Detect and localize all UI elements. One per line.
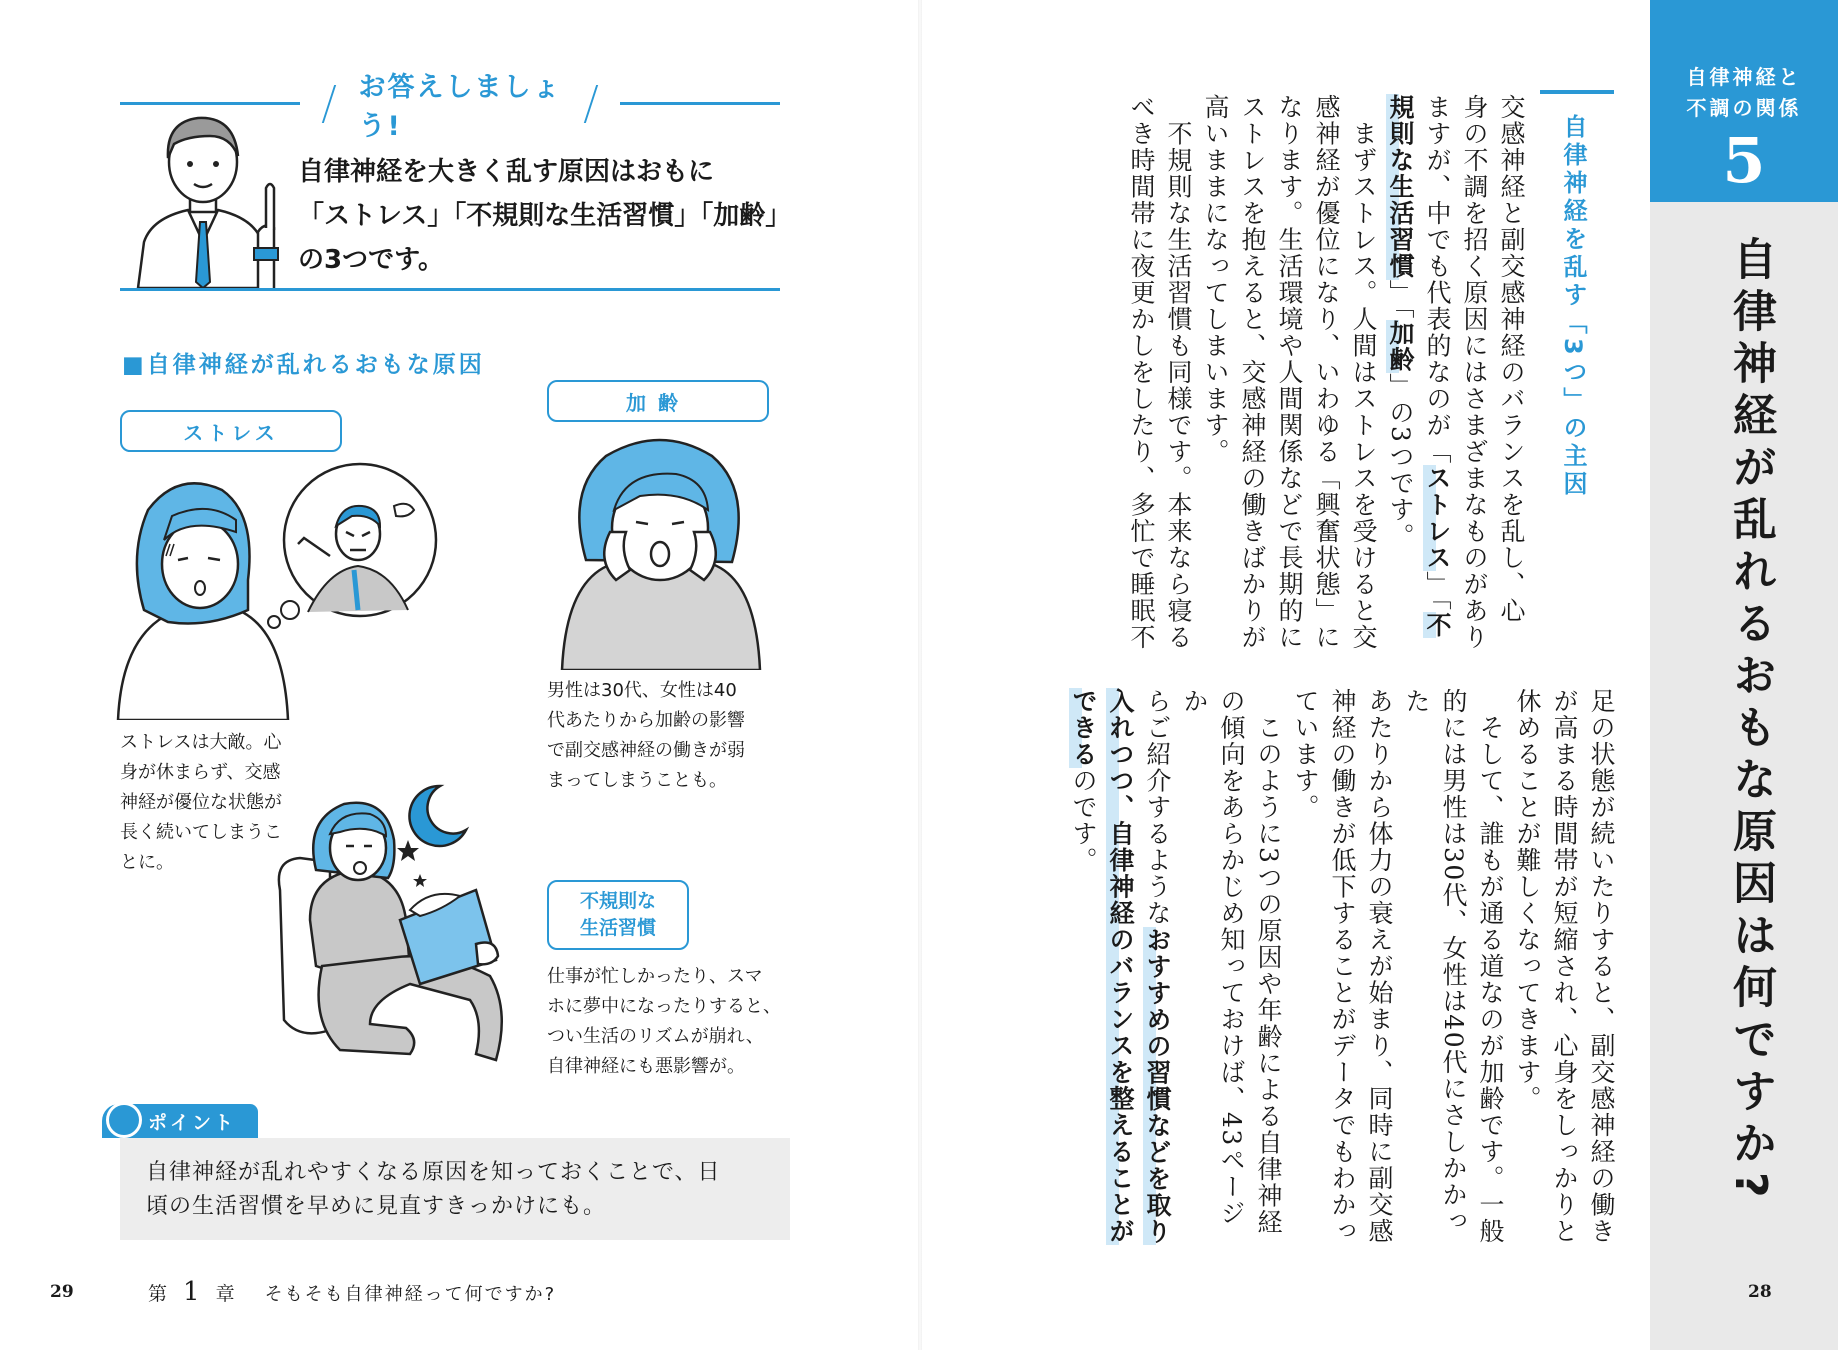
caption-line: 仕事が忙しかったり、スマ (547, 966, 763, 987)
body-segment: ています。 (1291, 688, 1320, 821)
chapter-prefix: 第 (148, 1283, 168, 1305)
body-line (1324, 688, 1361, 1248)
body-line (1345, 94, 1382, 654)
body-line (1456, 94, 1493, 654)
body-segment: 休めることが難しくなってきます。 (1513, 688, 1542, 1112)
tag-line: 生活習慣 (579, 917, 656, 939)
answer-line: の3つです。 (298, 245, 445, 275)
body-segment: らご紹介するような (1143, 688, 1172, 927)
subhead: 自律神経を乱す「3つ」の主因 (1559, 114, 1587, 499)
chapter-suffix: 章 (215, 1283, 235, 1305)
body-line (1419, 94, 1456, 654)
body-line (1472, 688, 1509, 1248)
qa-title: お答えしましょう! (358, 72, 562, 142)
point-line: 自律神経が乱れやすくなる原因を知っておくことで、日 (146, 1160, 721, 1185)
caption-line: で副交感神経の働きが弱 (547, 740, 745, 761)
caption-line: ストレスは大敵。心 (120, 732, 282, 753)
point-label: ポイント (148, 1111, 237, 1134)
body-segment: 高いままになってしまいます。 (1201, 94, 1230, 465)
stress-caption (120, 728, 310, 878)
slash-decoration (583, 85, 598, 123)
doctor-illustration (118, 92, 288, 288)
body-segment: のです。 (1069, 767, 1098, 874)
tag-line: 不規則な (579, 890, 656, 912)
caption-line: 自律神経にも悪影響が。 (547, 1056, 745, 1077)
body-segment: まずストレス。人間はストレスを受けると交 (1349, 94, 1378, 651)
body-emphasis: 不 (1423, 611, 1452, 638)
body-line (1139, 688, 1176, 1248)
body-segment: の傾向をあらかじめ知っておけば、43ページか (1180, 688, 1246, 1227)
body-line (1287, 688, 1324, 1248)
body-line (1197, 94, 1234, 654)
body-line (1250, 688, 1287, 1248)
caption-line: まってしまうことも。 (547, 770, 727, 791)
section-title: 自律神経が乱れるおもな原因は何ですか? (1725, 236, 1776, 1206)
body-segment: このように3つの原因や年齢による自律神経 (1254, 688, 1283, 1236)
body-segment: べき時間帯に夜更かしをしたり、多忙で睡眠不 (1127, 94, 1156, 651)
body-emphasis: 規則な生活習慣 (1386, 94, 1415, 280)
answer-text (298, 150, 798, 282)
aging-tag: 加齢 (547, 380, 769, 422)
body-line (1271, 94, 1308, 654)
aging-illustration (556, 430, 766, 670)
body-emphasis: 加齢 (1386, 320, 1415, 373)
body-line (1493, 94, 1530, 654)
body-line (1234, 94, 1271, 654)
right-page-number: 28 (1748, 1282, 1772, 1302)
body-line (1160, 94, 1197, 654)
body-segment: なります。生活環境や人間関係などで長期的に (1275, 94, 1304, 651)
body-line (1398, 688, 1472, 1248)
chapter-running-head (148, 1277, 556, 1307)
body-segment: 交感神経と副交感神経のバランスを乱し、心 (1497, 94, 1526, 624)
section-label (1650, 62, 1838, 124)
chapter-title: そもそも自律神経って何ですか? (264, 1284, 557, 1305)
causes-heading: ■自律神経が乱れるおもな原因 (122, 352, 485, 378)
body-segment: ますが、中でも代表的なのが「 (1423, 94, 1452, 465)
caption-line: 身が休まらず、交感 (120, 762, 281, 783)
body-segment: あたりから体力の衰えが始まり、同時に副交感 (1365, 688, 1394, 1245)
left-page-number: 29 (50, 1282, 74, 1302)
section-label-line: 自律神経と (1686, 65, 1802, 89)
body-segment: 感神経が優位になり、いわゆる「興奮状態」に (1312, 94, 1341, 651)
body-segment: 神経の働きが低下することがデータでもわかっ (1328, 688, 1357, 1245)
section-number: 5 (1722, 124, 1766, 197)
body-line (1176, 688, 1250, 1248)
irregular-lifestyle-caption (547, 962, 807, 1082)
body-segment: そして、誰もが通る道なのが加齢です。一般 (1476, 688, 1505, 1245)
body-segment: ストレスを抱えると、交感神経の働きばかりが (1238, 94, 1267, 651)
answer-line: 自律神経を大きく乱す原因はおもに (298, 157, 715, 187)
caption-line: 代あたりから加齢の影響 (547, 710, 745, 731)
body-line (1308, 94, 1345, 654)
body-segment: 不規則な生活習慣も同様です。本来なら寝る (1164, 94, 1193, 651)
slash-decoration (322, 85, 337, 123)
body-line (1509, 688, 1546, 1248)
qa-bottom-rule (120, 288, 780, 291)
caption-line: 神経が優位な状態が (120, 792, 282, 813)
point-tab (102, 1104, 258, 1138)
body-line (1382, 94, 1419, 654)
body-line (1546, 688, 1583, 1248)
stress-tag: ストレス (120, 410, 342, 452)
section-badge (1650, 0, 1838, 202)
caption-line: とに。 (120, 852, 174, 873)
body-emphasis: おすすめの習慣などを取り (1143, 926, 1172, 1245)
subhead-rule (1540, 90, 1614, 94)
page-gutter (918, 0, 922, 1350)
caption-line: ホに夢中になったりすると、 (547, 996, 781, 1017)
body-emphasis: できる (1069, 688, 1098, 768)
aging-caption (547, 676, 777, 796)
point-box (120, 1138, 790, 1240)
body-segment: 身の不調を招く原因にはさまざまなものがあり (1460, 94, 1489, 651)
body-text-top (1030, 94, 1530, 654)
caption-line: つい生活のリズムが崩れ、 (547, 1026, 764, 1047)
body-line (1583, 688, 1620, 1248)
body-segment: が高まる時間帯が短縮され、心身をしっかりと (1550, 688, 1579, 1245)
qa-header (300, 72, 620, 142)
key-icon (106, 1102, 142, 1138)
section-label-line: 不調の関係 (1686, 96, 1802, 120)
caption-line: 長く続いてしまうこ (120, 822, 282, 843)
body-emphasis: ストレス (1423, 465, 1452, 571)
body-line (1123, 94, 1160, 654)
point-line: 頃の生活習慣を早めに見直すきっかけにも。 (146, 1194, 607, 1219)
irregular-lifestyle-tag (547, 880, 689, 950)
body-segment: 足の状態が続いたりすると、副交感神経の働き (1587, 688, 1616, 1245)
chapter-number: 1 (183, 1277, 200, 1307)
answer-line: 「ストレス」「不規則な生活習慣」「加齢」 (298, 201, 792, 231)
body-segment: 的には男性は30代、女性は40代にさしかかった (1402, 688, 1468, 1235)
stress-illustration (108, 460, 438, 720)
body-emphasis: 入れつつ、自律神経のバランスを整えることが (1106, 688, 1135, 1245)
body-text-bottom (1040, 688, 1620, 1248)
irregular-lifestyle-illustration (270, 770, 550, 1070)
body-segment: 」「 (1423, 571, 1452, 612)
body-line (1065, 688, 1102, 1248)
body-segment: 」「 (1386, 279, 1415, 320)
body-segment: 」の3つです。 (1386, 373, 1415, 550)
body-line (1361, 688, 1398, 1248)
body-line (1102, 688, 1139, 1248)
caption-line: 男性は30代、女性は40 (547, 680, 737, 701)
